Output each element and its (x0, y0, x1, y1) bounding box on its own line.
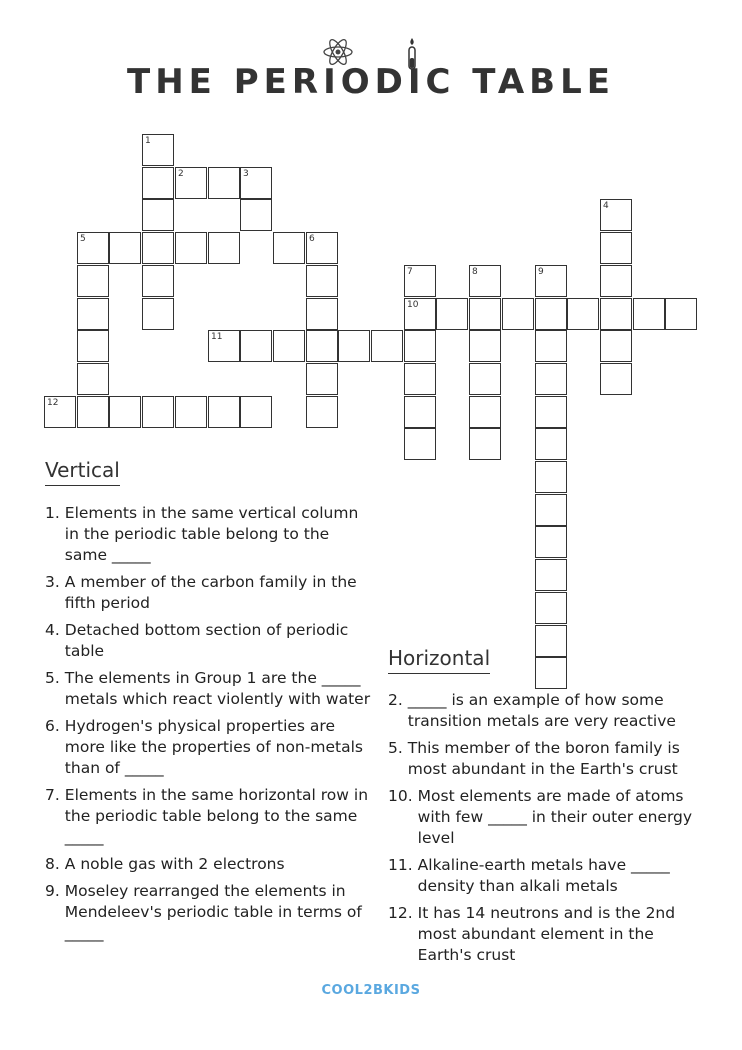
clue-number: 3. (45, 573, 60, 591)
clue-number: 5. (388, 739, 403, 757)
crossword-cell[interactable] (306, 232, 338, 264)
crossword-cell[interactable] (535, 265, 567, 297)
crossword-cell[interactable] (404, 396, 436, 428)
clue-item (45, 854, 375, 875)
crossword-cell[interactable] (535, 657, 567, 689)
clue-number-label: 4 (603, 201, 609, 211)
page-title: THE PERIODIC TABLE (127, 62, 615, 102)
clue-number: 11. (388, 856, 413, 874)
clue-item (45, 572, 375, 614)
crossword-cell[interactable] (633, 298, 665, 330)
crossword-cell[interactable] (109, 396, 141, 428)
clue-text: It has 14 neutrons and is the 2nd most abundant element in the Earth's crust (417, 904, 676, 964)
crossword-cell[interactable] (469, 265, 501, 297)
clue-number-label: 2 (178, 169, 184, 179)
crossword-cell[interactable] (600, 199, 632, 231)
clue-number-label: 1 (145, 136, 151, 146)
clue-item (45, 668, 375, 710)
crossword-cell[interactable] (208, 396, 240, 428)
clue-number: 8. (45, 855, 60, 873)
crossword-cell[interactable] (44, 396, 76, 428)
crossword-cell[interactable] (240, 396, 272, 428)
crossword-cell[interactable] (404, 330, 436, 362)
crossword-cell[interactable] (240, 199, 272, 231)
brand-logo: COOL2BKIDS (321, 983, 421, 998)
crossword-cell[interactable] (371, 330, 403, 362)
clue-text: Elements in the same vertical column in the periodic table belong to the same _____ (64, 504, 359, 564)
crossword-cell[interactable] (306, 298, 338, 330)
clue-number: 5. (45, 669, 60, 687)
crossword-cell[interactable] (240, 167, 272, 199)
crossword-cell[interactable] (469, 428, 501, 460)
clue-number-label: 7 (407, 267, 413, 277)
clue-text: Hydrogen's physical properties are more like the properties of non-metals than of _____ (64, 717, 363, 777)
crossword-cell[interactable] (535, 592, 567, 624)
crossword-cell[interactable] (600, 232, 632, 264)
horizontal-clue-list (388, 690, 708, 972)
crossword-cell[interactable] (469, 363, 501, 395)
crossword-cell[interactable] (535, 461, 567, 493)
crossword-cell[interactable] (502, 298, 534, 330)
crossword-cell[interactable] (338, 330, 370, 362)
crossword-cell[interactable] (273, 232, 305, 264)
crossword-cell[interactable] (77, 363, 109, 395)
clue-number: 2. (388, 691, 403, 709)
clue-number-label: 11 (211, 332, 223, 342)
clue-number-label: 8 (472, 267, 478, 277)
crossword-cell[interactable] (306, 363, 338, 395)
clue-number-label: 10 (407, 300, 419, 310)
crossword-cell[interactable] (77, 330, 109, 362)
clue-number-label: 3 (243, 169, 249, 179)
crossword-cell[interactable] (469, 298, 501, 330)
crossword-cell[interactable] (535, 363, 567, 395)
clue-text: Elements in the same horizontal row in the periodic table belong to the same _____ (64, 786, 369, 846)
crossword-cell[interactable] (142, 134, 174, 166)
horizontal-heading: Horizontal (388, 646, 490, 674)
clue-item (388, 738, 708, 780)
clue-item (45, 785, 375, 848)
crossword-cell[interactable] (142, 199, 174, 231)
crossword-cell[interactable] (306, 396, 338, 428)
clue-text: The elements in Group 1 are the _____ metals which react violently with water (64, 669, 371, 708)
crossword-cell[interactable] (208, 167, 240, 199)
crossword-cell[interactable] (77, 396, 109, 428)
crossword-cell[interactable] (469, 330, 501, 362)
clue-number: 12. (388, 904, 413, 922)
clue-number-label: 6 (309, 234, 315, 244)
crossword-cell[interactable] (535, 625, 567, 657)
crossword-cell[interactable] (142, 167, 174, 199)
crossword-cell[interactable] (142, 265, 174, 297)
crossword-cell[interactable] (142, 396, 174, 428)
clue-item (388, 855, 708, 897)
clue-item (388, 903, 708, 966)
clue-number: 6. (45, 717, 60, 735)
clue-text: Most elements are made of atoms with few _____ in their outer energy level (417, 787, 693, 847)
crossword-cell[interactable] (175, 232, 207, 264)
crossword-cell[interactable] (142, 298, 174, 330)
clue-number-label: 9 (538, 267, 544, 277)
clue-number-label: 12 (47, 398, 59, 408)
clue-text: A member of the carbon family in the fifth period (64, 573, 357, 612)
crossword-cell[interactable] (469, 396, 501, 428)
clue-number: 9. (45, 882, 60, 900)
crossword-cell[interactable] (404, 428, 436, 460)
crossword-cell[interactable] (535, 298, 567, 330)
crossword-cell[interactable] (77, 232, 109, 264)
crossword-cell[interactable] (208, 330, 240, 362)
clue-number: 4. (45, 621, 60, 639)
crossword-cell[interactable] (535, 494, 567, 526)
clue-text: Alkaline-earth metals have _____ density than alkali metals (417, 856, 670, 895)
crossword-cell[interactable] (404, 363, 436, 395)
crossword-cell[interactable] (240, 330, 272, 362)
crossword-cell[interactable] (600, 363, 632, 395)
vertical-clue-list (45, 503, 375, 950)
crossword-cell[interactable] (109, 232, 141, 264)
crossword-cell[interactable] (175, 167, 207, 199)
clue-number: 7. (45, 786, 60, 804)
vertical-heading: Vertical (45, 458, 120, 486)
clue-item (45, 716, 375, 779)
clue-item (388, 690, 708, 732)
crossword-cell[interactable] (273, 330, 305, 362)
crossword-cell[interactable] (535, 559, 567, 591)
crossword-cell[interactable] (404, 298, 436, 330)
crossword-cell[interactable] (142, 232, 174, 264)
crossword-cell[interactable] (567, 298, 599, 330)
crossword-cell[interactable] (77, 298, 109, 330)
clue-item (388, 786, 708, 849)
crossword-cell[interactable] (600, 265, 632, 297)
crossword-cell[interactable] (404, 265, 436, 297)
clue-text: A noble gas with 2 electrons (64, 855, 285, 873)
crossword-cell[interactable] (665, 298, 697, 330)
clue-item (45, 620, 375, 662)
clue-number-label: 5 (80, 234, 86, 244)
crossword-cell[interactable] (535, 396, 567, 428)
clue-text: Detached bottom section of periodic table (64, 621, 349, 660)
crossword-cell[interactable] (600, 330, 632, 362)
clue-text: Moseley rearranged the elements in Mendeleev's periodic table in terms of _____ (64, 882, 362, 942)
crossword-cell[interactable] (306, 330, 338, 362)
crossword-cell[interactable] (600, 298, 632, 330)
clue-item (45, 881, 375, 944)
crossword-cell[interactable] (535, 526, 567, 558)
crossword-cell[interactable] (436, 298, 468, 330)
crossword-cell[interactable] (175, 396, 207, 428)
crossword-cell[interactable] (535, 330, 567, 362)
crossword-cell[interactable] (77, 265, 109, 297)
clue-number: 10. (388, 787, 413, 805)
clue-text: _____ is an example of how some transition metals are very reactive (407, 691, 676, 730)
crossword-cell[interactable] (208, 232, 240, 264)
crossword-cell[interactable] (535, 428, 567, 460)
clue-number: 1. (45, 504, 60, 522)
crossword-cell[interactable] (306, 265, 338, 297)
clue-item (45, 503, 375, 566)
clue-text: This member of the boron family is most abundant in the Earth's crust (407, 739, 680, 778)
